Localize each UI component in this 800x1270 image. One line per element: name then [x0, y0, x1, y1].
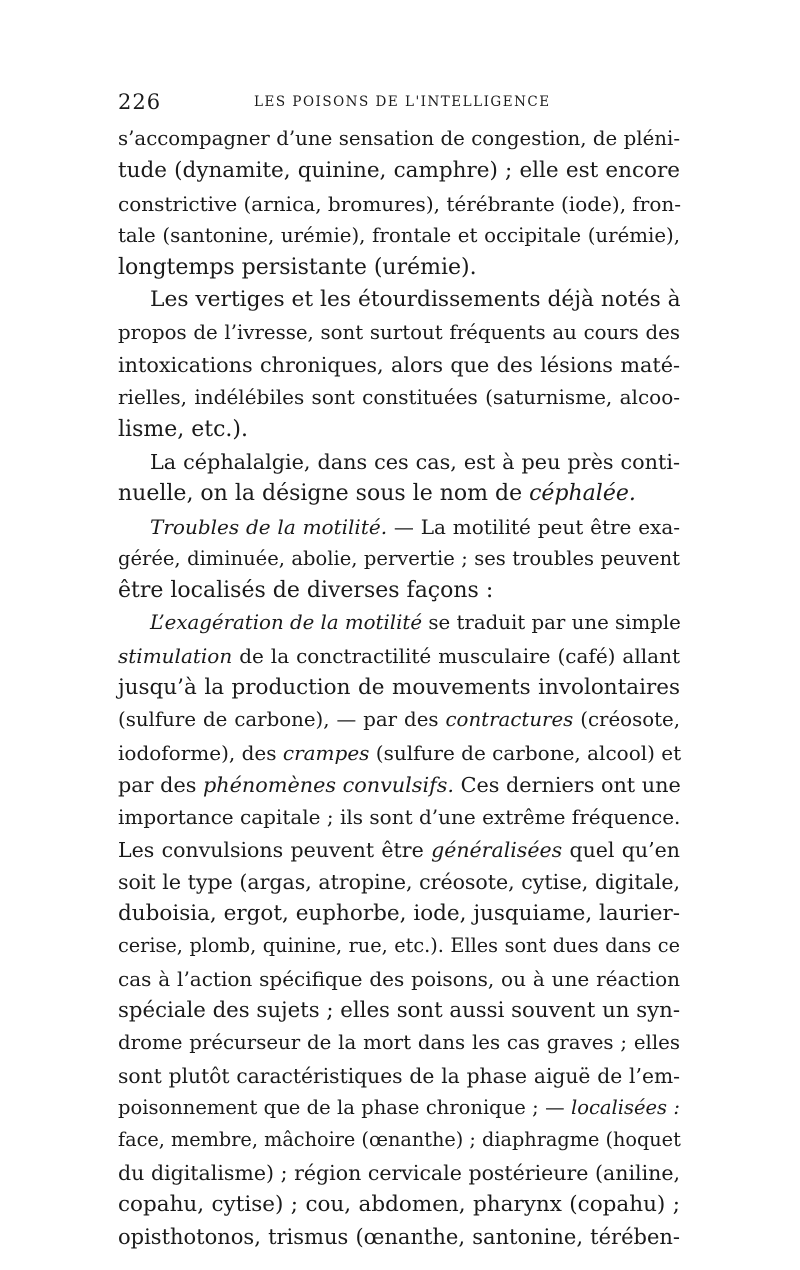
text-line	[118, 607, 680, 639]
text-line	[118, 188, 680, 220]
text-segment: (créosote,	[573, 708, 681, 732]
text-segment: (sulfure de carbone, alcool) et	[369, 740, 682, 765]
text-segment: spéciale des sujets ; elles sont aussi souvent un syn-	[118, 998, 680, 1024]
text-segment: nuelle, on la désigne sous le nom de	[118, 481, 530, 507]
text-line	[118, 672, 680, 704]
text-line	[118, 737, 680, 769]
text-line	[118, 478, 680, 510]
text-line	[118, 834, 680, 866]
text-segment: quel qu’en	[562, 837, 680, 862]
text-segment: Ces derniers ont une	[454, 772, 681, 797]
italic-text: Troubles de la motilité.	[150, 514, 388, 539]
text-line	[118, 898, 680, 930]
text-segment: poisonnement que de la phase chronique ; —	[118, 1095, 571, 1119]
text-line	[118, 930, 680, 962]
text-line	[118, 866, 680, 898]
text-line	[118, 1124, 680, 1156]
text-line	[118, 349, 680, 381]
text-segment: gérée, diminuée, abolie, pervertie ; ses troubles peuvent	[118, 546, 680, 570]
text-segment: Les convulsions peuvent être	[118, 837, 432, 862]
text-segment: copahu, cytise) ; cou, abdomen, pharynx (copahu) ;	[118, 1191, 680, 1217]
text-line	[118, 381, 680, 413]
text-line	[118, 220, 680, 252]
text-line	[118, 123, 680, 155]
text-line	[118, 963, 680, 995]
text-segment: tale (santonine, urémie), frontale et occipitale (urémie),	[118, 223, 680, 247]
body-text	[118, 123, 680, 1253]
text-line	[118, 1060, 680, 1092]
italic-text: localisées :	[570, 1095, 681, 1119]
text-line	[118, 317, 680, 349]
text-segment: soit le type (argas, atropine, créosote, cytise, digitale,	[118, 869, 680, 894]
italic-text: crampes	[282, 740, 370, 765]
italic-text: L’exagération de la motilité	[150, 611, 423, 635]
text-segment: face, membre, mâchoire (œnanthe) ; diaphragme (hoquet	[118, 1128, 681, 1152]
text-segment: drome précurseur de la mort dans les cas graves ; elles	[118, 1031, 680, 1055]
italic-text: contractures	[445, 708, 574, 732]
text-segment: lisme, etc.).	[118, 416, 248, 442]
text-segment: Les vertiges et les étourdissements déjà notés à	[150, 287, 681, 313]
text-segment: de la conctractilité musculaire (café) allant	[232, 643, 680, 668]
text-segment: La céphalalgie, dans ces cas, est à peu près conti-	[150, 449, 680, 474]
italic-text: phénomènes convulsifs.	[202, 772, 455, 797]
text-segment: s’accompagner d’une sensation de congestion, de pléni-	[118, 127, 680, 150]
text-line	[118, 801, 680, 833]
text-segment: longtemps persistante (urémie).	[118, 255, 477, 281]
text-line	[118, 284, 680, 316]
text-line	[118, 155, 680, 187]
text-segment: opisthotonos, trismus (œnanthe, santonine, térében-	[118, 1225, 680, 1250]
text-line	[118, 1157, 680, 1189]
text-segment: être localisés de diverses façons :	[118, 578, 494, 604]
text-segment: tude (dynamite, quinine, camphre) ; elle est encore	[118, 158, 680, 184]
text-segment: sont plutôt caractéristiques de la phase aiguë de l’em-	[118, 1063, 680, 1088]
running-head: LES POISONS DE L'INTELLIGENCE	[254, 94, 551, 110]
text-segment: cas à l’action spécifique des poisons, ou à une réaction	[118, 966, 680, 991]
text-segment: par des	[118, 772, 203, 797]
text-segment: propos de l’ivresse, sont surtout fréquents au cours des	[118, 320, 680, 344]
italic-text: céphalée.	[529, 481, 636, 507]
text-segment: cerise, plomb, quinine, rue, etc.). Elles sont dues dans ce	[118, 934, 680, 958]
text-segment: — La motilité peut être exa-	[387, 514, 681, 539]
text-segment: duboisia, ergot, euphorbe, iode, jusquiame, laurier-	[118, 901, 680, 927]
italic-text: stimulation	[118, 643, 233, 668]
text-line	[118, 1027, 680, 1059]
text-segment: constrictive (arnica, bromures), térébrante (iode), fron-	[118, 191, 682, 216]
text-line	[118, 1221, 680, 1253]
text-segment: jusqu’à la production de mouvements involontaires	[118, 675, 680, 701]
text-segment: rielles, indélébiles sont constituées (saturnisme, alcoo-	[118, 385, 680, 410]
page-header	[118, 90, 678, 116]
text-line	[118, 511, 680, 543]
text-line	[118, 575, 680, 607]
text-line	[118, 543, 680, 575]
text-line	[118, 640, 680, 672]
text-line	[118, 252, 680, 284]
text-line	[118, 1092, 680, 1124]
text-segment: (sulfure de carbone), — par des	[118, 708, 446, 732]
text-segment: intoxications chroniques, alors que des lésions maté-	[118, 353, 680, 378]
page-number: 226	[118, 90, 162, 114]
text-line	[118, 414, 680, 446]
text-line	[118, 446, 680, 478]
text-line	[118, 995, 680, 1027]
italic-text: généralisées	[431, 837, 563, 862]
text-line	[118, 1189, 680, 1221]
text-segment: importance capitale ; ils sont d’une extrême fréquence.	[118, 805, 681, 830]
text-segment: du digitalisme) ; région cervicale postérieure (aniline,	[118, 1160, 680, 1185]
text-line	[118, 769, 680, 801]
text-segment: iodoforme), des	[118, 740, 283, 765]
text-line	[118, 704, 680, 736]
text-segment: se traduit par une simple	[422, 611, 681, 635]
